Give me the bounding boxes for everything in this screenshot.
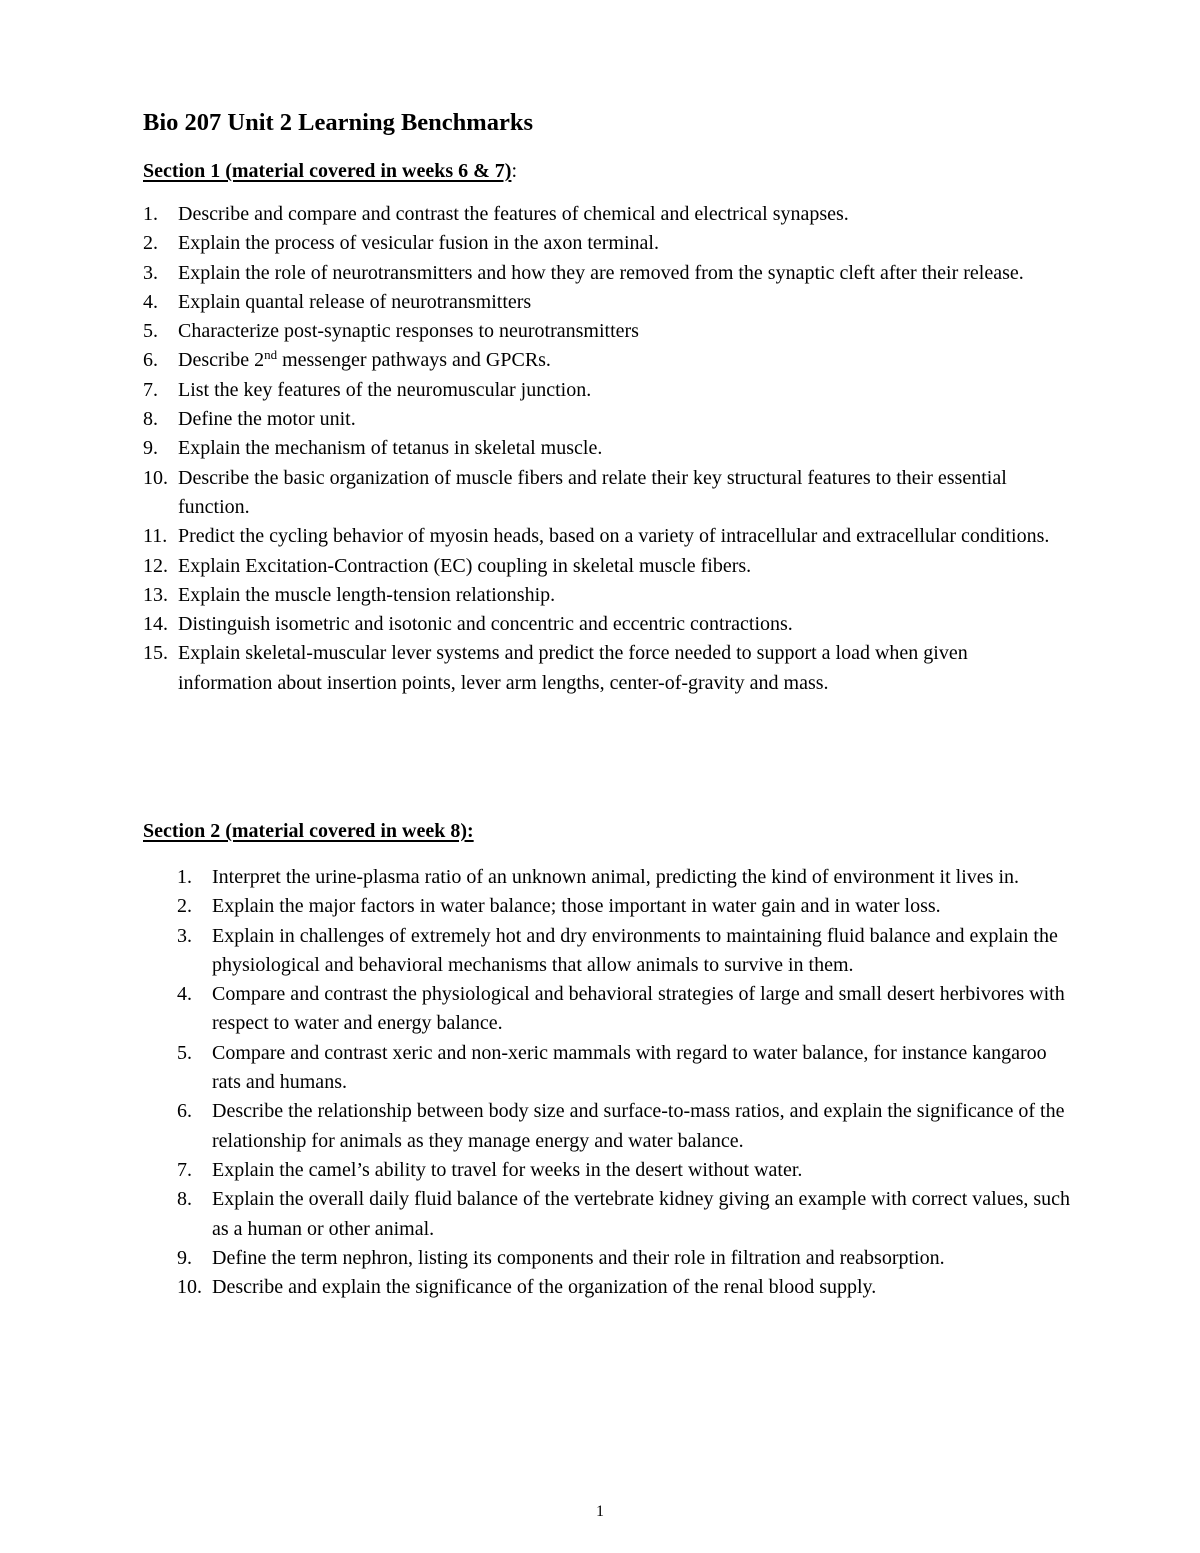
item-number: 7. [177, 1158, 192, 1181]
list-item [143, 376, 1063, 405]
ordinal-superscript: nd [264, 347, 278, 363]
item-text-after: messenger pathways and GPCRs. [277, 349, 551, 372]
page-number: 1 [596, 1503, 604, 1520]
list-item [177, 863, 1077, 892]
item-text: Characterize post-synaptic responses to neurotransmitters [178, 320, 639, 343]
item-number: 3. [143, 261, 158, 284]
item-number: 8. [177, 1188, 192, 1211]
item-text: Explain the role of neurotransmitters and how they are removed from the synaptic cleft after their release. [178, 261, 1024, 284]
section-2-heading-text: Section 2 (material covered in week 8): [143, 820, 474, 842]
item-text: List the key features of the neuromuscular junction. [178, 378, 592, 401]
list-item [177, 980, 1077, 1039]
item-number: 7. [143, 378, 158, 401]
item-number: 2. [177, 895, 192, 918]
item-text: Explain skeletal-muscular lever systems and predict the force needed to support a load when given information about insertion points, lever arm lengths, center-of-gravity and mass. [178, 642, 968, 694]
list-item [177, 1097, 1077, 1156]
item-text: Explain quantal release of neurotransmitters [178, 290, 532, 313]
item-number: 4. [143, 290, 158, 313]
item-text: Distinguish isometric and isotonic and concentric and eccentric contractions. [178, 613, 793, 636]
item-text: Explain the major factors in water balance; those important in water gain and in water loss. [212, 895, 941, 918]
section-2-list [177, 863, 1077, 1302]
list-item [177, 1039, 1077, 1098]
item-text-before: Describe 2 [178, 349, 265, 372]
item-number: 9. [143, 437, 158, 460]
item-number: 4. [177, 983, 192, 1006]
list-item [143, 434, 1063, 463]
list-item [177, 1156, 1077, 1185]
item-number: 5. [143, 320, 158, 343]
item-number: 10. [143, 466, 168, 489]
item-text: Describe and compare and contrast the features of chemical and electrical synapses. [178, 203, 849, 225]
list-item [177, 1273, 1077, 1302]
item-number: 6. [143, 349, 158, 372]
list-item [143, 288, 1063, 317]
section-2-heading [143, 820, 474, 843]
list-item [143, 200, 1063, 229]
list-item [177, 1185, 1077, 1244]
section-1-heading [143, 160, 517, 183]
item-number: 8. [143, 408, 158, 431]
item-number: 2. [143, 232, 158, 255]
item-text: Explain Excitation-Contraction (EC) coupling in skeletal muscle fibers. [178, 554, 752, 577]
item-number: 1. [143, 203, 158, 225]
item-text: Compare and contrast xeric and non-xeric mammals with regard to water balance, for instance kangaroo rats and humans. [212, 1041, 1047, 1094]
section-1-heading-text: Section 1 (material covered in weeks 6 & 7) [143, 160, 512, 182]
list-item [143, 464, 1063, 523]
item-text: Explain the process of vesicular fusion in the axon terminal. [178, 232, 659, 255]
item-text: Explain the muscle length-tension relationship. [178, 583, 556, 606]
list-item [143, 552, 1063, 581]
list-item [177, 892, 1077, 921]
item-text: Explain the camel’s ability to travel for weeks in the desert without water. [212, 1158, 803, 1181]
item-text: Explain the overall daily fluid balance of the vertebrate kidney giving an example with correct values, such as a human or other animal. [212, 1188, 1071, 1240]
item-number: 14. [143, 613, 168, 636]
list-item [143, 317, 1063, 346]
item-text: Interpret the urine-plasma ratio of an unknown animal, predicting the kind of environment it lives in. [212, 866, 1020, 888]
list-item [143, 610, 1063, 639]
item-text: Compare and contrast the physiological and behavioral strategies of large and small desert herbivores with respect to water and energy balance. [212, 983, 1065, 1035]
item-number: 11. [143, 525, 168, 548]
item-number: 12. [143, 554, 168, 577]
list-item [177, 1244, 1077, 1273]
list-item [177, 922, 1077, 981]
list-item [143, 229, 1063, 258]
section-1-heading-colon: : [511, 160, 517, 182]
item-number: 3. [177, 924, 192, 947]
list-item [143, 639, 1063, 698]
list-item [143, 581, 1063, 610]
list-item [143, 346, 1063, 375]
item-number: 15. [143, 642, 168, 665]
item-number: 9. [177, 1246, 192, 1269]
item-number: 10. [177, 1276, 202, 1299]
item-text: Describe and explain the significance of the organization of the renal blood supply. [212, 1276, 877, 1299]
item-text: Describe the basic organization of muscle fibers and relate their key structural features to their essential function. [178, 466, 1007, 518]
item-number: 5. [177, 1041, 192, 1064]
item-text: Explain in challenges of extremely hot and dry environments to maintaining fluid balance and explain the physiological and behavioral mechanisms that allow animals to survive in them. [212, 924, 1058, 976]
section-1-list [143, 200, 1063, 698]
list-item [143, 522, 1063, 551]
document-title: Bio 207 Unit 2 Learning Benchmarks [143, 109, 533, 136]
item-text: Define the motor unit. [178, 408, 356, 431]
item-text: Explain the mechanism of tetanus in skeletal muscle. [178, 437, 603, 460]
item-number: 1. [177, 866, 192, 888]
item-text: Predict the cycling behavior of myosin heads, based on a variety of intracellular and extracellular conditions. [178, 525, 1050, 548]
item-number: 13. [143, 583, 168, 606]
list-item [143, 259, 1063, 288]
item-text: Describe the relationship between body size and surface-to-mass ratios, and explain the significance of the relationship for animals as they manage energy and water balance. [212, 1100, 1065, 1152]
list-item [143, 405, 1063, 434]
item-text: Define the term nephron, listing its components and their role in filtration and reabsorption. [212, 1246, 945, 1269]
item-number: 6. [177, 1100, 192, 1123]
